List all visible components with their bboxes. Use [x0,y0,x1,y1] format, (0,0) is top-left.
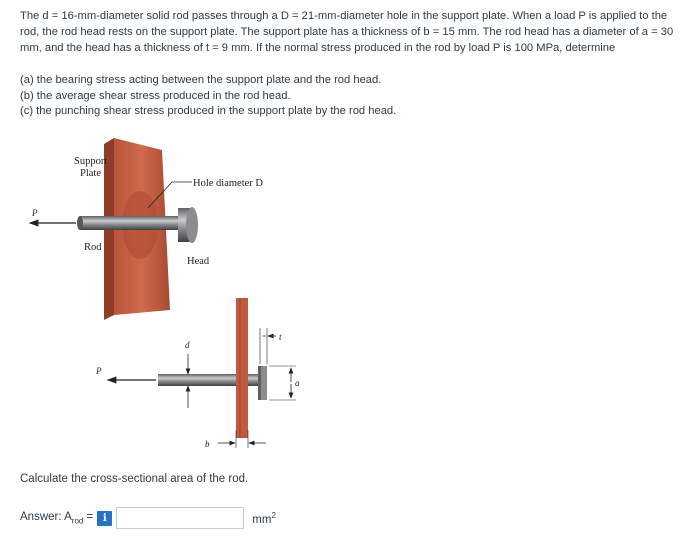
part-a: (a) the bearing stress acting between the support plate and the rod head. [20,74,382,86]
rod-head-face [186,207,198,243]
dim-t-label: t [279,332,282,342]
lower-section [95,298,300,449]
problem-line-2: rod, the rod head rests on the support plate. The support plate has a thickness of b = 15 mm. The rod head has a diameter of a = 30 [20,26,674,38]
dim-b-label: b [205,439,210,449]
part-c: (c) the punching shear stress produced in the support plate by the rod head. [20,105,397,117]
answer-row [20,505,276,531]
answer-label: Answer: $A_{rod}$ = [20,510,94,526]
answer-unit: $mm^2$ [252,510,276,526]
dim-d-label: d [185,340,190,350]
hole-diameter-label: Hole diameter D [193,178,263,189]
rod-section [158,374,236,386]
rod-support-figure [0,130,700,460]
upper-assembly [30,138,263,320]
problem-statement [20,8,684,56]
support-plate-label-1: Support [74,156,108,167]
rod-upper [80,216,180,230]
question-text: Calculate the cross-sectional area of the rod. [20,473,249,485]
answer-input[interactable] [116,507,244,529]
support-plate-section [236,298,248,438]
problem-parts [20,73,396,120]
load-label-upper: P [32,208,38,218]
load-label-lower: P [96,366,102,376]
problem-line-3: mm, and the head has a thickness of t = 9 mm. If the normal stress produced in the rod by load P is 100 MPa, determine [20,42,616,54]
head-label: Head [187,256,210,267]
info-icon[interactable]: i [97,511,112,526]
support-plate-label-2: Plate [80,168,101,179]
part-b: (b) the average shear stress produced in the rod head. [20,89,291,102]
dim-a-label: a [295,378,300,388]
rod-label: Rod [84,242,102,253]
rod-end [77,216,83,230]
problem-line-1: The d = 16-mm-diameter solid rod passes through a D = 21-mm-diameter hole in the support plate. When a load P is applied to the [20,10,668,22]
